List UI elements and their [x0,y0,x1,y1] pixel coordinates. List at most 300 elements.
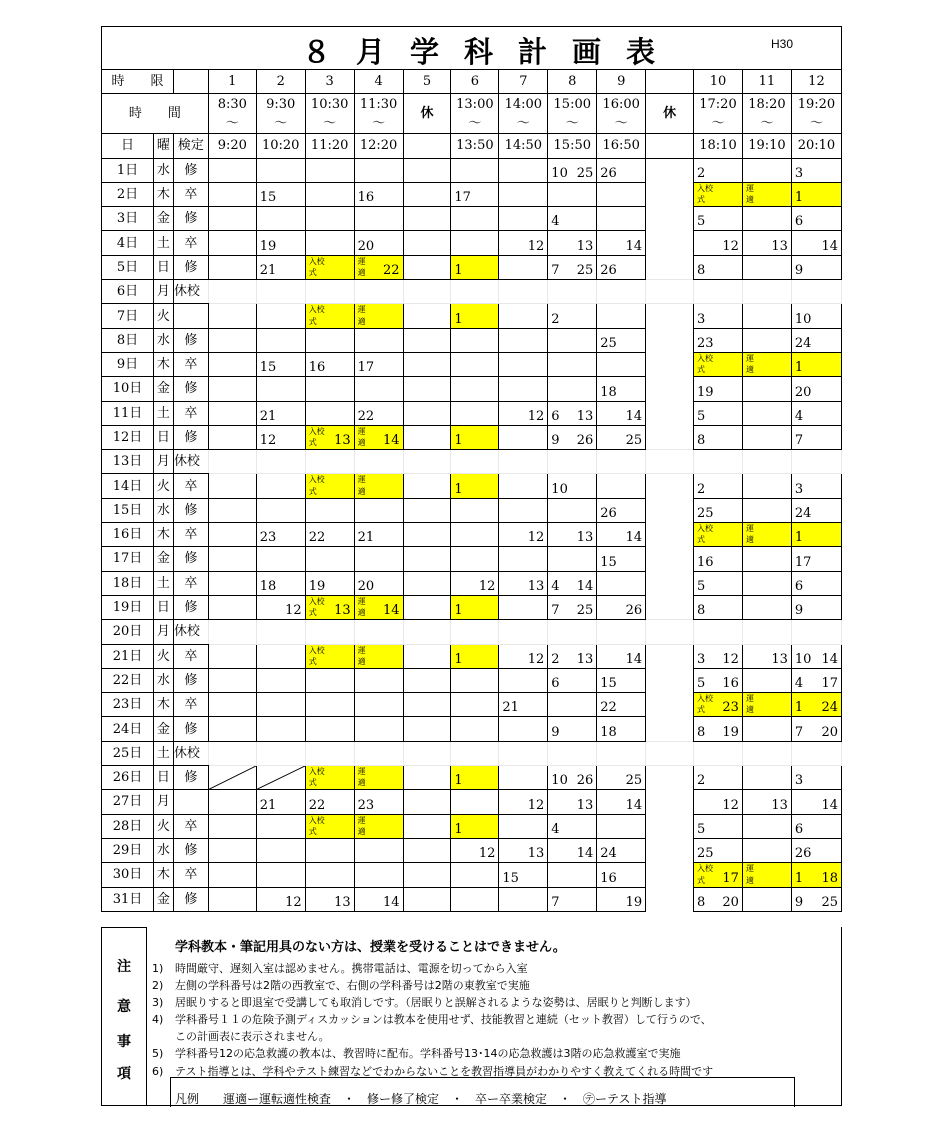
slot-cell [597,838,646,862]
cell-value: 12 [259,433,277,449]
cell-value: 22 [357,408,375,424]
cell-value: 14 [576,846,594,862]
slot-cell [208,838,256,862]
slot-cell [742,620,791,644]
slot-cell [742,280,791,304]
day-label: 18日 [102,571,154,595]
notes-side-char: 意 [117,999,131,1015]
slot-cell [305,547,354,571]
slot-cell [256,814,305,838]
kentei-label: 休校 [173,741,208,765]
slot-cell [548,523,597,547]
note-item: 4) 学科番号１１の危険予測ディスカッションは教本を使用せず、技能教習と連続（セット教習）して行うので、 [152,1013,712,1026]
slot-cell [256,450,305,474]
day-row [102,425,842,449]
weekday-label: 金 [153,717,173,741]
slot-cell [499,644,548,668]
cell-value: 12 [478,846,496,862]
cell-tag: 式 [308,316,317,326]
slot-cell [742,790,791,814]
slot-cell [548,450,597,474]
cell-value: 8 [697,433,706,449]
slot-cell [694,207,743,231]
slot-cell [403,547,451,571]
time-wave: ～ [323,115,337,131]
slot-cell [597,158,646,182]
slot-cell [499,280,548,304]
cell-value: 7 [551,603,560,619]
crossed-out-cell [256,766,305,790]
cell-value: 6 [551,676,560,692]
note-item: この計画表に表示されません。 [175,1030,330,1043]
slot-cell [548,474,597,498]
slot-cell [694,158,743,182]
slot-cell [742,498,791,522]
kentei-label: 修 [173,498,208,522]
time-wave: ～ [274,115,288,131]
slot-cell [354,328,403,352]
slot-cell [451,231,499,255]
cell-value: 14 [821,651,838,667]
slot-cell [791,207,841,231]
cell-value: 7 [794,433,804,449]
slot-cell [597,668,646,692]
gap-cell [646,304,694,328]
slot-cell [403,620,451,644]
slot-cell [451,255,499,279]
slot-cell [499,474,548,498]
kentei-label: 修 [173,668,208,692]
cell-value: 15 [502,870,519,886]
slot-cell [548,644,597,668]
day-row [102,863,842,887]
slot-cell [694,450,743,474]
time-start-text: 11:30 [359,96,398,112]
cell-value: 1 [794,530,804,546]
day-label: 27日 [102,790,154,814]
weekday-label: 金 [153,887,173,911]
slot-cell [208,255,256,279]
slot-cell [694,498,743,522]
slot-cell [742,668,791,692]
slot-cell [208,425,256,449]
day-row [102,644,842,668]
slot-cell [597,717,646,741]
slot-cell [742,207,791,231]
slot-cell [742,231,791,255]
day-label: 11日 [102,401,154,425]
cell-value: 17 [794,554,812,570]
day-label: 6日 [102,280,154,304]
cell-value: 17 [821,676,838,692]
slot-cell [403,425,451,449]
slot-cell [742,766,791,790]
cell-value: 18 [821,870,838,886]
page-title: ８月学科計画表 [302,35,681,69]
day-row [102,498,842,522]
cell-value: 1 [454,603,463,619]
cell-value: 3 [697,311,706,327]
cell-value: 9 [551,433,560,449]
cell-value: 9 [794,894,804,910]
cell-tag: 入校 [308,426,325,436]
time-wave: ～ [711,115,725,131]
slot-cell [305,790,354,814]
gap-cell [646,450,694,474]
cell-value: 24 [794,506,812,522]
cell-value: 8 [697,894,706,910]
slot-cell [597,498,646,522]
slot-cell [597,182,646,206]
slot-cell [354,523,403,547]
cell-tag: 運 [357,256,366,266]
period-number: 3 [305,70,354,94]
slot-cell [548,717,597,741]
slot-cell [305,401,354,425]
day-row [102,523,842,547]
cell-tag: 運 [357,426,366,436]
slot-cell [548,814,597,838]
cell-value: 2 [697,773,706,789]
slot-cell [742,401,791,425]
slot-cell [451,207,499,231]
day-label: 8日 [102,328,154,352]
cell-value: 10 [551,481,568,497]
day-label: 20日 [102,620,154,644]
day-label: 26日 [102,766,154,790]
time-end: 16:50 [597,134,646,158]
day-row [102,620,842,644]
slot-cell [742,571,791,595]
weekday-label: 火 [153,474,173,498]
slot-cell [208,887,256,911]
day-label: 30日 [102,863,154,887]
cell-value: 26 [794,846,812,862]
gap-cell [646,425,694,449]
slot-cell [791,474,841,498]
time-start [305,94,354,134]
cell-value: 20 [357,238,375,254]
time-end: 9:20 [208,134,256,158]
slot-cell [742,717,791,741]
cell-value: 22 [600,700,617,716]
cell-tag: 入校 [697,694,714,704]
slot-cell [354,255,403,279]
slot-cell [354,717,403,741]
cell-value: 7 [551,263,560,279]
cell-value: 1 [794,700,804,716]
day-row [102,595,842,619]
slot-cell [354,620,403,644]
slot-cell [305,766,354,790]
weekday-label: 日 [153,425,173,449]
gap-cell [646,668,694,692]
schedule-table [101,69,842,912]
slot-cell [694,668,743,692]
gap-cell [646,547,694,571]
note-item: 1) 時間厳守、遅刻入室は認めません。携帯電話は、電源を切ってから入室 [152,962,528,975]
slot-cell [208,741,256,765]
cell-value: 1 [454,481,463,497]
cell-tag: 入校 [308,256,325,266]
kentei-label: 卒 [173,814,208,838]
cell-value: 26 [600,506,617,522]
slot-cell [597,595,646,619]
time-end: 12:20 [354,134,403,158]
slot-cell [305,207,354,231]
slot-cell [791,280,841,304]
break-label: 休 [646,94,694,134]
kentei-label: 卒 [173,644,208,668]
kentei-label: 修 [173,595,208,619]
slot-cell [694,474,743,498]
slot-cell [742,328,791,352]
cell-value: 13 [334,894,351,910]
kentei-label: 修 [173,255,208,279]
gap-cell [646,766,694,790]
gap-cell [646,790,694,814]
slot-cell [548,207,597,231]
day-row [102,887,842,911]
gap-cell [646,693,694,717]
slot-cell [256,280,305,304]
slot-cell [354,182,403,206]
cell-value: 8 [697,603,706,619]
slot-cell [256,498,305,522]
slot-cell [694,741,743,765]
slot-cell [548,401,597,425]
slot-cell [354,207,403,231]
slot-cell [305,450,354,474]
cell-value: 14 [383,603,400,619]
slot-cell [742,377,791,401]
slot-cell [548,280,597,304]
cell-tag: 式 [697,365,706,375]
slot-cell [403,741,451,765]
cell-value: 13 [334,433,351,449]
cell-value: 16 [697,554,714,570]
cell-tag: 運 [357,767,366,777]
blank-cell [403,134,451,158]
slot-cell [451,595,499,619]
kentei-label: 修 [173,377,208,401]
slot-cell [403,401,451,425]
slot-cell [451,838,499,862]
gap-cell [646,644,694,668]
day-label: 9日 [102,352,154,376]
day-label: 13日 [102,450,154,474]
slot-cell [208,547,256,571]
slot-cell [742,158,791,182]
gap-cell [646,814,694,838]
slot-cell [208,231,256,255]
cell-tag: 運 [357,475,366,485]
slot-cell [742,595,791,619]
gap-cell [646,401,694,425]
cell-value: 1 [794,190,804,206]
cell-value: 21 [259,797,277,813]
cell-value: 21 [259,408,277,424]
slot-cell [451,547,499,571]
slot-cell [451,887,499,911]
slot-cell [256,717,305,741]
gap-cell [646,280,694,304]
slot-cell [597,377,646,401]
slot-cell [791,766,841,790]
slot-cell [597,450,646,474]
cell-tag: 運 [357,305,366,315]
cell-value: 15 [259,190,277,206]
slot-cell [305,425,354,449]
slot-cell [403,182,451,206]
note-item: 5) 学科番号12の応急救護の教本は、教習時に配布。学科番号13･14の応急救護は3階の応急救護室で実施 [152,1047,681,1060]
slot-cell [403,450,451,474]
slot-cell [305,814,354,838]
cell-tag: 運 [745,694,754,704]
cell-value: 12 [527,530,545,546]
period-number: 6 [451,70,499,94]
cell-value: 20 [794,384,812,400]
slot-cell [354,571,403,595]
slot-cell [208,280,256,304]
slot-cell [256,474,305,498]
cell-value: 14 [625,797,643,813]
cell-tag: 式 [308,778,317,788]
weekday-label: 土 [153,571,173,595]
time-start [694,94,743,134]
day-row [102,668,842,692]
slot-cell [354,547,403,571]
slot-cell [694,182,743,206]
slot-cell [403,838,451,862]
kentei-label: 卒 [173,571,208,595]
slot-cell [256,401,305,425]
gap-cell [646,352,694,376]
kentei-label: 修 [173,207,208,231]
cell-value: 10 [551,165,568,181]
slot-cell [791,401,841,425]
day-row [102,328,842,352]
time-start [256,94,305,134]
slot-cell [499,401,548,425]
slot-cell [451,401,499,425]
gap-cell [646,887,694,911]
cell-value: 5 [697,676,706,692]
cell-value: 24 [794,335,812,351]
slot-cell [305,255,354,279]
slot-cell [694,401,743,425]
slot-cell [208,595,256,619]
gap-cell [646,620,694,644]
time-start [499,94,548,134]
cell-value: 12 [285,894,302,910]
cell-value: 22 [308,530,326,546]
slot-cell [208,401,256,425]
slot-cell [791,668,841,692]
slot-cell [791,547,841,571]
cell-value: 25 [625,433,643,449]
time-start-text: 13:00 [456,96,494,112]
note-item: 2) 左側の学科番号は2階の西教室で、右側の学科番号は2階の東教室で実施 [152,979,530,992]
day-row [102,838,842,862]
weekday-label: 月 [153,280,173,304]
slot-cell [791,377,841,401]
time-wave: ～ [225,115,239,131]
slot-cell [694,255,743,279]
slot-cell [499,838,548,862]
cell-tag: 式 [308,268,317,278]
cell-value: 19 [625,894,643,910]
cell-value: 4 [794,408,804,424]
cell-value: 4 [551,578,560,594]
day-header: 日 [102,134,154,158]
time-end: 19:10 [742,134,791,158]
cell-value: 1 [794,870,804,886]
weekday-header: 曜 [153,134,173,158]
cell-value: 25 [697,506,714,522]
day-row [102,304,842,328]
cell-value: 3 [794,773,804,789]
slot-cell [354,668,403,692]
gap-cell [646,231,694,255]
period-number: 5 [403,70,451,94]
cell-value: 21 [357,530,375,546]
slot-cell [791,158,841,182]
cell-tag: 適 [357,486,366,496]
slot-cell [548,425,597,449]
cell-value: 7 [551,894,560,910]
time-end: 13:50 [451,134,499,158]
period-number: 1 [208,70,256,94]
slot-cell [354,425,403,449]
kentei-label: 修 [173,425,208,449]
cell-tag: 運 [745,524,754,534]
slot-cell [403,255,451,279]
cell-tag: 適 [357,778,366,788]
slot-cell [354,863,403,887]
slot-cell [694,425,743,449]
slot-cell [694,352,743,376]
slot-cell [256,547,305,571]
slot-cell [403,595,451,619]
slot-cell [208,693,256,717]
day-row [102,255,842,279]
period-number: 7 [499,70,548,94]
slot-cell [548,304,597,328]
time-start-text: 19:20 [797,96,836,112]
period-number: 9 [597,70,646,94]
cell-value: 26 [600,263,617,279]
legend-box [170,1077,795,1107]
time-start [548,94,597,134]
cell-value: 17 [357,360,375,376]
slot-cell [256,741,305,765]
slot-cell [354,595,403,619]
gap-cell [646,255,694,279]
slot-cell [548,620,597,644]
slot-cell [256,887,305,911]
slot-cell [548,571,597,595]
weekday-label: 月 [153,450,173,474]
time-start [354,94,403,134]
slot-cell [597,644,646,668]
time-wave: ～ [372,115,386,131]
cell-value: 25 [821,894,838,910]
slot-cell [548,158,597,182]
time-wave: ～ [516,115,530,131]
time-end: 10:20 [256,134,305,158]
slot-cell [451,182,499,206]
